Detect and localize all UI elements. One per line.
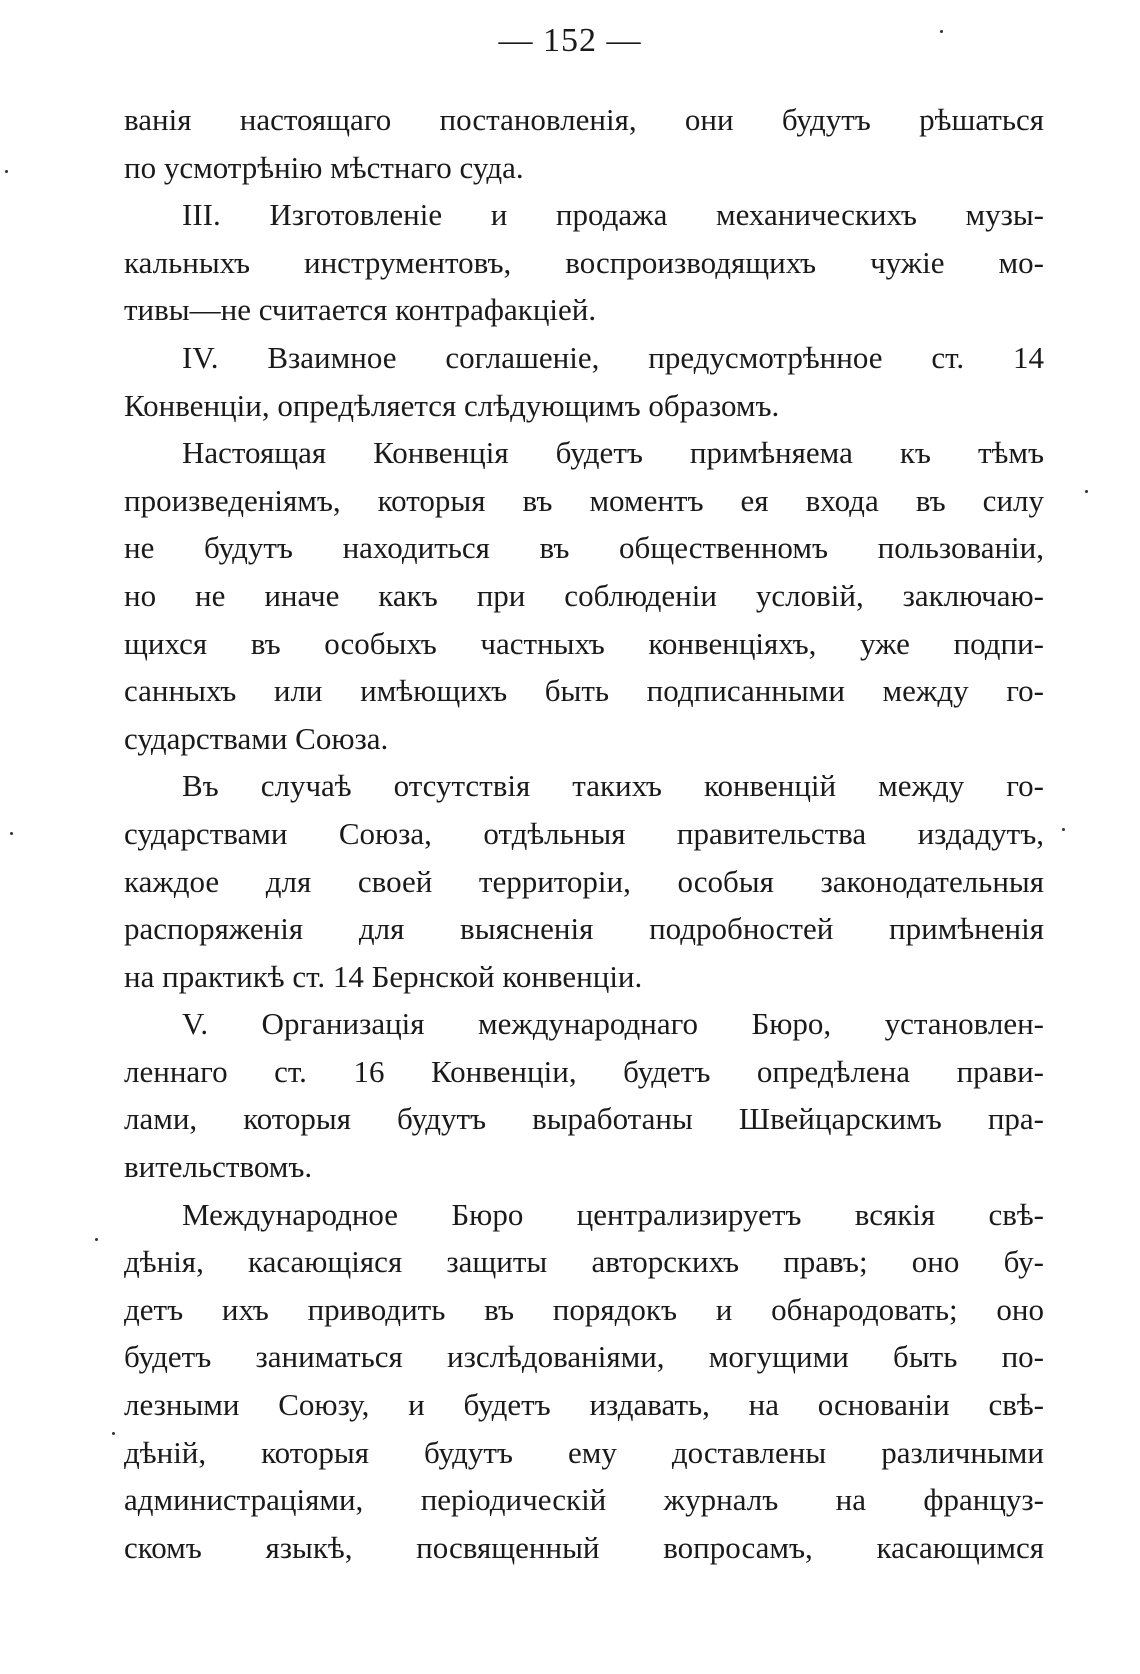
scan-speck (940, 30, 943, 33)
text-line: щихся въ особыхъ частныхъ конвенціяхъ, уже подпи- (124, 625, 1044, 661)
text-line: Настоящая Конвенція будетъ примѣняема къ тѣмъ (182, 435, 1044, 471)
text-line: ванія настоящаго постановленія, они будутъ рѣшаться (124, 102, 1044, 137)
text-line: санныхъ или имѣющихъ быть подписанными между го- (124, 673, 1044, 709)
text-line: произведеніямъ, которыя въ моментъ ея входа въ силу (124, 482, 1044, 518)
text-line: по усмотрѣнію мѣстнаго суда. (124, 149, 524, 185)
page-number: — 152 — (498, 22, 642, 59)
text-line: лами, которыя будутъ выработаны Швейцарскимъ пра- (124, 1101, 1044, 1137)
text-line: дѣній, которыя будутъ ему доставлены различными (124, 1434, 1044, 1470)
text-line: V. Организація международнаго Бюро, установлен- (182, 1006, 1044, 1042)
text-line: детъ ихъ приводить въ порядокъ и обнародовать; оно (124, 1291, 1044, 1327)
text-line: лезными Союзу, и будетъ издавать, на основаніи свѣ- (124, 1387, 1044, 1423)
text-line: на практикѣ ст. 14 Бернской конвенціи. (124, 958, 643, 994)
text-line: вительствомъ. (124, 1149, 313, 1185)
scan-speck (112, 1432, 115, 1435)
text-line: администраціями, періодическій журналъ на француз- (124, 1482, 1044, 1518)
text-line: тивы—не считается контрафакціей. (124, 292, 597, 328)
scan-speck (1085, 490, 1088, 493)
text-line: скомъ языкѣ, посвященный вопросамъ, касающимся (124, 1529, 1044, 1565)
text-line: кальныхъ инструментовъ, воспроизводящихъ чужіе мо- (124, 244, 1044, 280)
text-line: сударствами Союза, отдѣльныя правительства издадутъ, (124, 815, 1044, 851)
text-line: но не иначе какъ при соблюденіи условій, заключаю- (124, 577, 1044, 613)
text-line: дѣнія, касающіяся защиты авторскихъ правъ; оно бу- (124, 1244, 1044, 1280)
text-line: не будутъ находиться въ общественномъ пользованіи, (124, 530, 1044, 566)
scan-speck (10, 832, 13, 835)
text-line: леннаго ст. 16 Конвенціи, будетъ опредѣлена прави- (124, 1053, 1044, 1089)
text-line: распоряженія для выясненія подробностей примѣненія (124, 911, 1044, 947)
text-line: III. Изготовленіе и продажа механическихъ музы- (182, 197, 1044, 233)
text-line: Въ случаѣ отсутствія такихъ конвенцій между го- (182, 768, 1044, 804)
text-line: Международное Бюро централизируетъ всякія свѣ- (182, 1196, 1044, 1232)
scan-speck (95, 1238, 98, 1241)
text-line: Конвенціи, опредѣляется слѣдующимъ образомъ. (124, 387, 780, 423)
scan-speck (5, 170, 8, 173)
text-line: IV. Взаимное соглашеніе, предусмотрѣнное ст. 14 (182, 339, 1044, 375)
text-line: будетъ заниматься изслѣдованіями, могущими быть по- (124, 1339, 1044, 1375)
text-line: сударствами Союза. (124, 720, 389, 756)
scan-speck (1062, 828, 1065, 831)
body-text (124, 96, 1044, 1571)
text-line: каждое для своей территоріи, особыя законодательныя (124, 863, 1044, 899)
